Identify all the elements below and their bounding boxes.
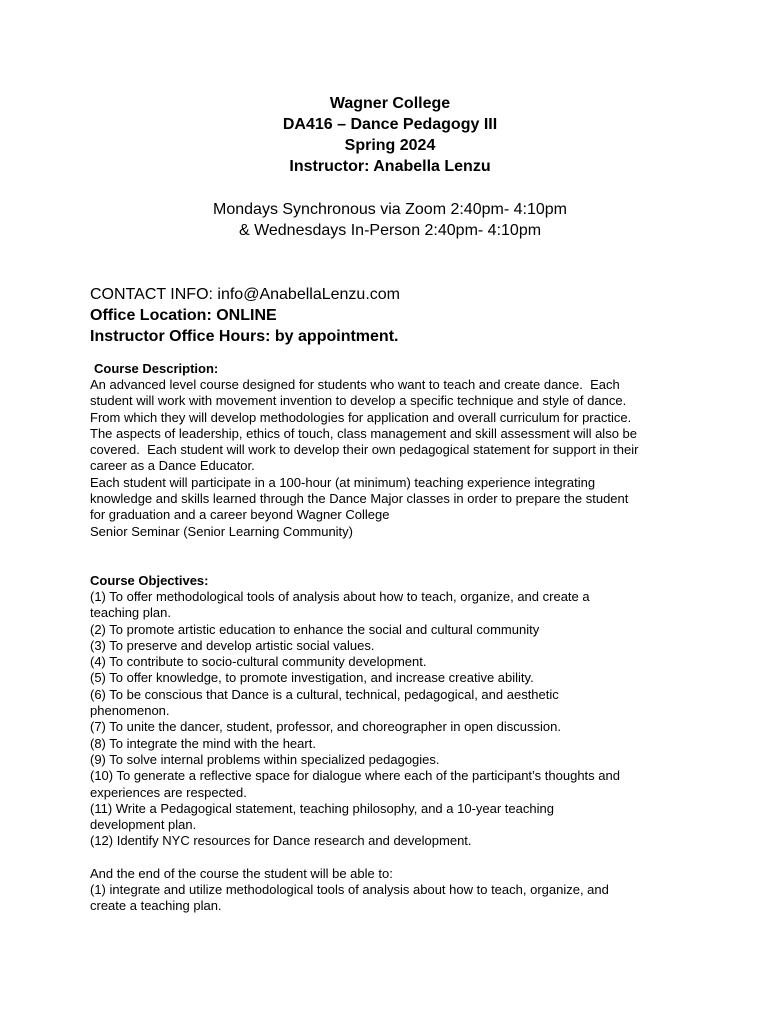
course-term: Spring 2024 [344, 137, 436, 154]
schedule-line-wednesday: & Wednesdays In-Person 2:40pm- 4:10pm [238, 222, 542, 239]
objective-line: (8) To integrate the mind with the heart. [90, 735, 316, 751]
objective-line: (11) Write a Pedagogical statement, teaching philosophy, and a 10-year teaching [90, 800, 554, 816]
objective-line: (10) To generate a reflective space for dialogue where each of the participant’s thoughts and [90, 768, 620, 784]
course-objectives-heading: Course Objectives: [90, 572, 209, 588]
outcome-line: create a teaching plan. [90, 898, 222, 914]
contact-info: CONTACT INFO: info@AnabellaLenzu.com [90, 286, 400, 303]
description-line: covered. Each student will work to develop their own pedagogical statement for support in their [90, 442, 639, 458]
objective-line: (5) To offer knowledge, to promote investigation, and increase creative ability. [90, 670, 534, 686]
description-line: The aspects of leadership, ethics of touch, class management and skill assessment will also be [90, 425, 637, 441]
learning-outcomes [90, 866, 688, 915]
schedule-line-monday: Mondays Synchronous via Zoom 2:40pm- 4:10pm [213, 201, 567, 218]
description-line: An advanced level course designed for students who want to teach and create dance. Each [90, 377, 620, 392]
course-title: DA416 – Dance Pedagogy III [282, 116, 498, 133]
objective-line: teaching plan. [90, 605, 171, 621]
contact-block [90, 284, 688, 347]
office-hours: Instructor Office Hours: by appointment. [90, 328, 399, 345]
objective-line: phenomenon. [90, 703, 170, 719]
instructor-name: Instructor: Anabella Lenzu [289, 158, 491, 175]
office-location: Office Location: ONLINE [90, 307, 277, 324]
description-line: From which they will develop methodologies for application and overall curriculum for practice. [90, 409, 632, 425]
objective-line: (6) To be conscious that Dance is a cultural, technical, pedagogical, and aesthetic [90, 686, 559, 702]
description-line: knowledge and skills learned through the Dance Major classes in order to prepare the student [90, 491, 629, 507]
description-line: career as a Dance Educator. [90, 458, 255, 474]
outcome-line: And the end of the course the student will be able to: [90, 865, 393, 881]
description-line: for graduation and a career beyond Wagner College [90, 507, 390, 523]
objective-line: (3) To preserve and develop artistic social values. [90, 637, 375, 653]
objective-line: development plan. [90, 817, 197, 833]
objective-line: (1) To offer methodological tools of analysis about how to teach, organize, and create a [90, 588, 590, 604]
objective-line: (7) To unite the dancer, student, professor, and choreographer in open discussion. [90, 719, 561, 735]
syllabus-header [0, 93, 768, 177]
course-description-body [90, 377, 688, 540]
college-name: Wagner College [329, 95, 451, 112]
objective-line: (4) To contribute to socio-cultural community development. [90, 654, 427, 670]
objective-line: (9) To solve internal problems within specialized pedagogies. [90, 751, 440, 767]
class-schedule [0, 199, 768, 241]
description-line: Each student will participate in a 100-hour (at minimum) teaching experience integrating [90, 474, 596, 490]
description-line: Senior Seminar (Senior Learning Community) [90, 523, 354, 539]
objective-line: (12) Identify NYC resources for Dance research and development. [90, 833, 472, 849]
objective-line: (2) To promote artistic education to enhance the social and cultural community [90, 621, 540, 637]
objective-line: experiences are respected. [90, 784, 247, 800]
description-line: student will work with movement invention to develop a specific technique and style of dance. [90, 393, 627, 409]
course-description-heading: Course Description: [94, 361, 219, 376]
course-objectives-list [90, 589, 688, 850]
outcome-line: (1) integrate and utilize methodological tools of analysis about how to teach, organize, and [90, 882, 609, 898]
